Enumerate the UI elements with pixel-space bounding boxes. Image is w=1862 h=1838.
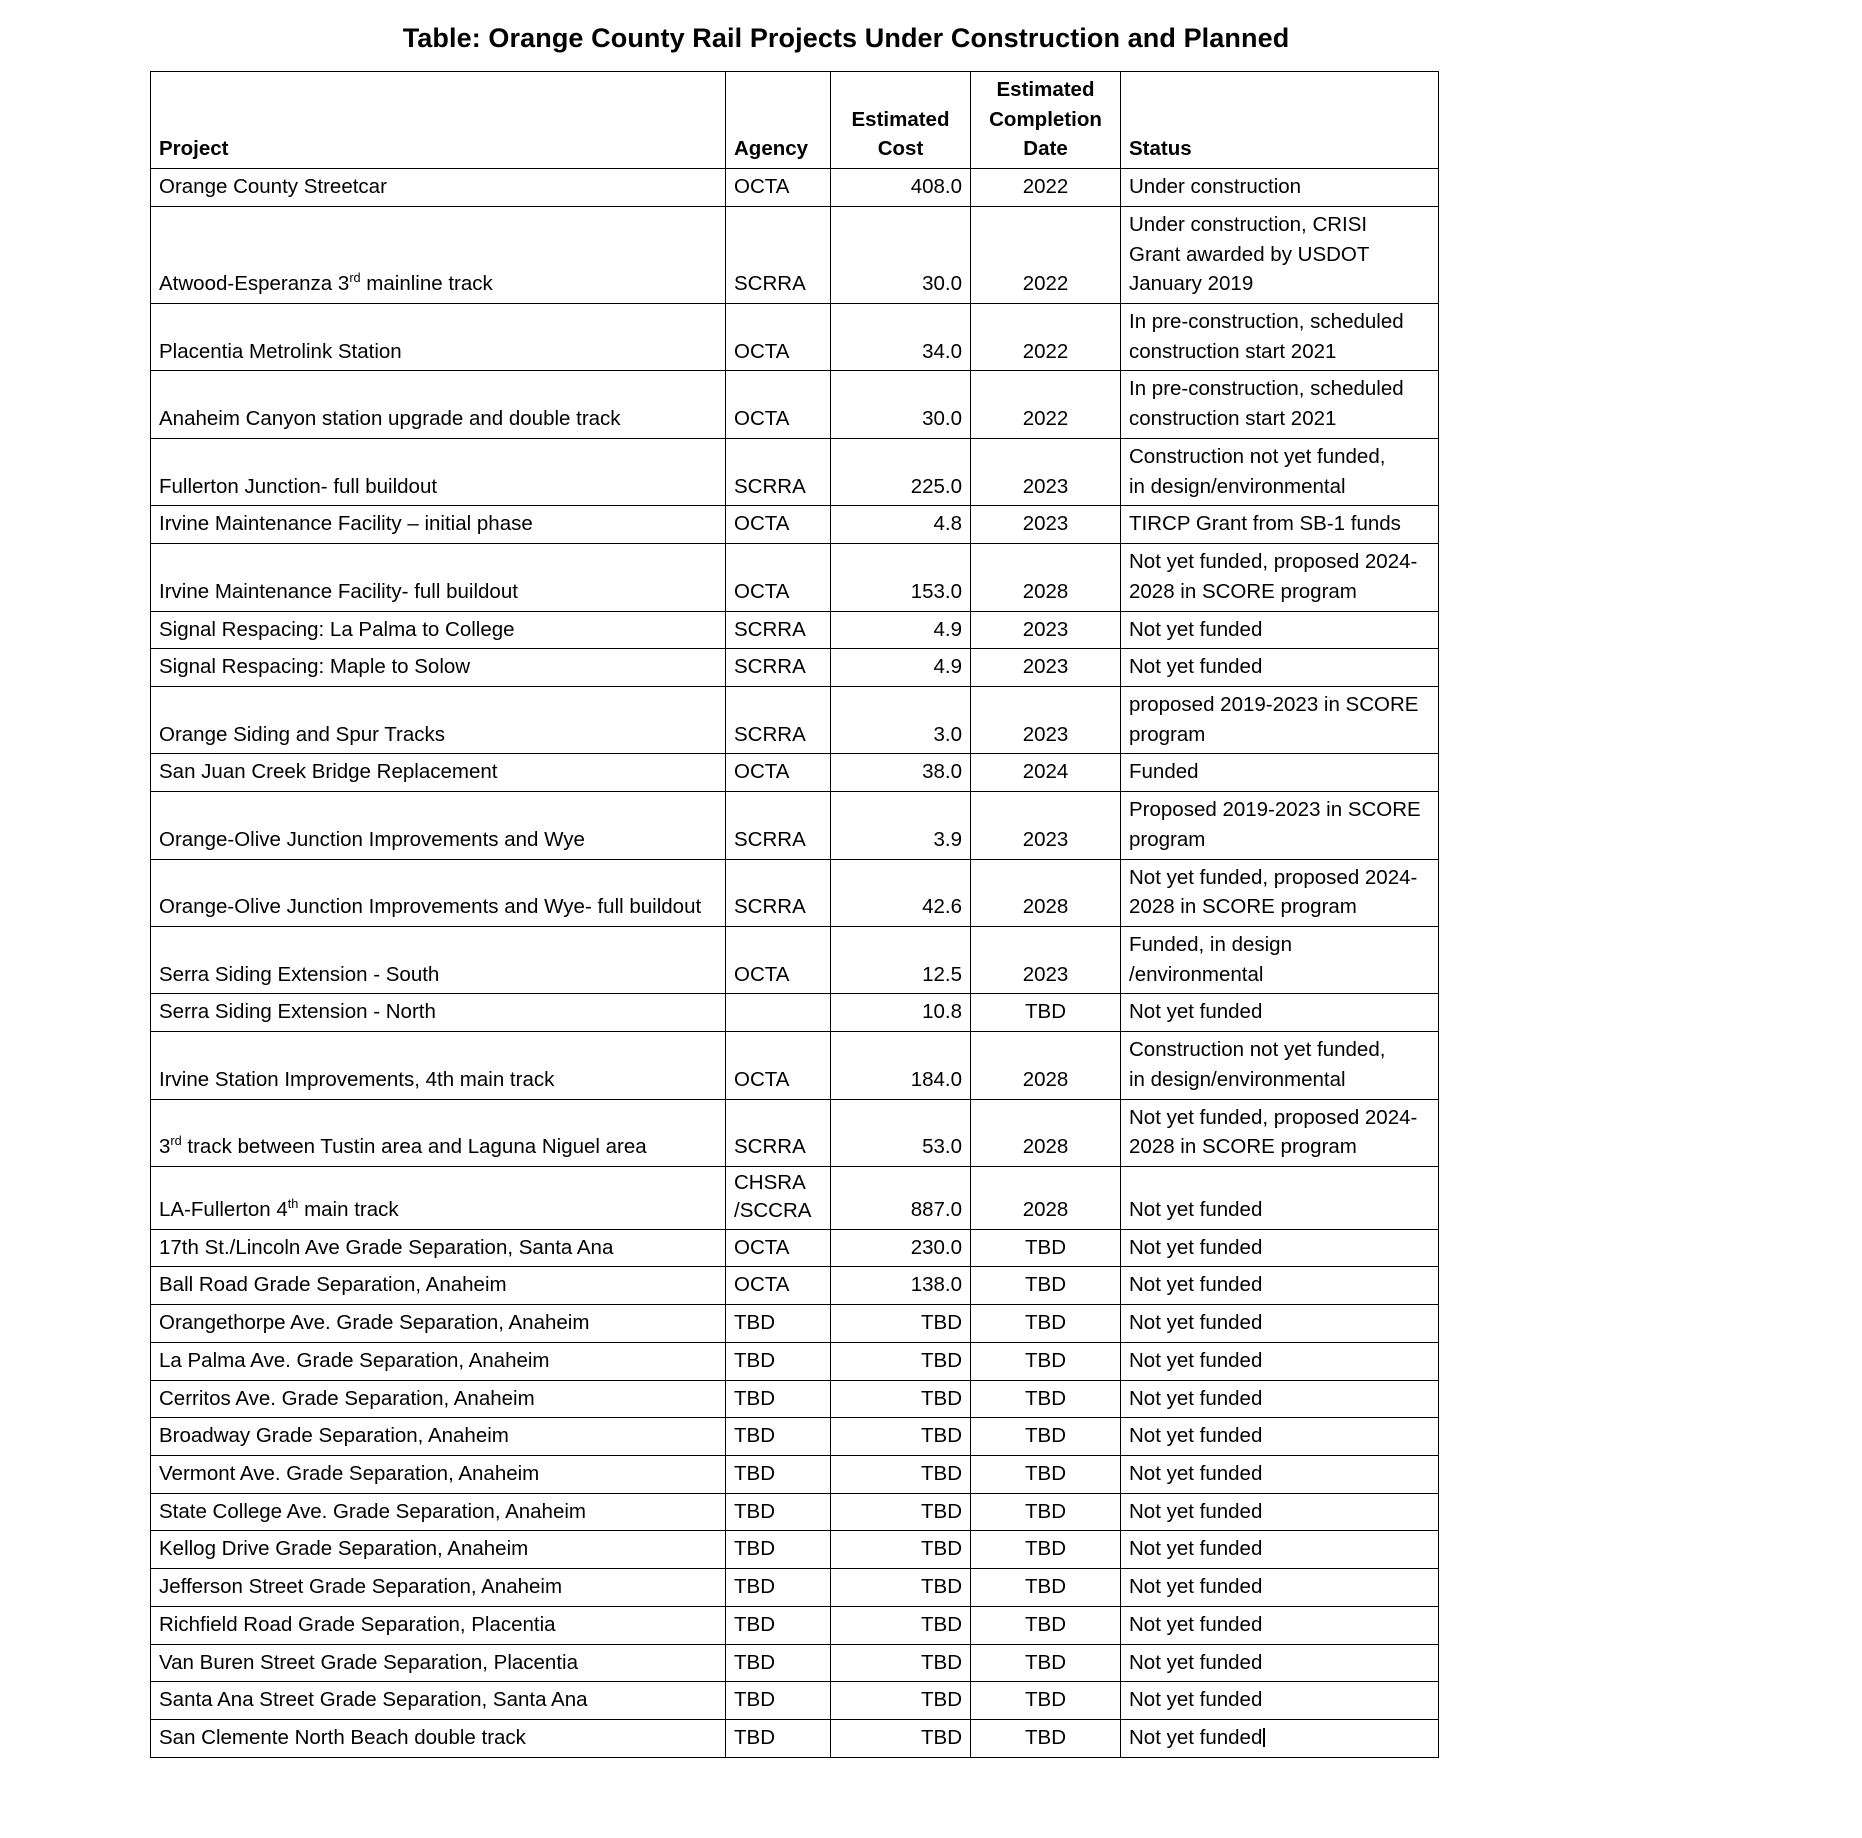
status-line: Not yet funded [1129,1311,1263,1335]
cell-estimated-completion-date: TBD [971,1229,1121,1267]
status-line: Not yet funded [1129,1499,1263,1523]
cell-project: Ball Road Grade Separation, Anaheim [151,1267,726,1305]
cell-agency: TBD [726,1569,831,1607]
cell-project: Orange County Streetcar [151,169,726,207]
cell-estimated-completion-date: 2023 [971,792,1121,859]
cell-agency: OCTA [726,506,831,544]
cell-estimated-cost: 3.0 [831,686,971,753]
cell-estimated-cost: 408.0 [831,169,971,207]
cell-project: State College Ave. Grade Separation, Anaheim [151,1493,726,1531]
project-text-post: main track [298,1198,399,1221]
cell-estimated-completion-date: 2022 [971,371,1121,438]
status-line: Not yet funded [1129,1386,1263,1410]
cell-agency: SCRRA [726,686,831,753]
cell-estimated-cost: TBD [831,1380,971,1418]
cell-status [1121,1456,1439,1494]
status-line: January 2019 [1129,272,1254,296]
cell-estimated-cost: 53.0 [831,1099,971,1166]
cell-status [1121,1682,1439,1720]
cell-project: Cerritos Ave. Grade Separation, Anaheim [151,1380,726,1418]
cell-estimated-cost: TBD [831,1606,971,1644]
cell-estimated-cost: 184.0 [831,1032,971,1099]
cell-estimated-completion-date: TBD [971,1682,1121,1720]
status-line: Not yet funded [1129,1273,1263,1297]
table-row[interactable] [151,544,1439,611]
cell-estimated-cost: 225.0 [831,438,971,505]
project-text-pre: LA-Fullerton 4 [159,1198,288,1221]
cell-estimated-cost: TBD [831,1569,971,1607]
cell-agency: TBD [726,1644,831,1682]
cell-agency: TBD [726,1305,831,1343]
status-line: Not yet funded [1129,1688,1263,1712]
status-line: /environmental [1129,962,1264,986]
cell-agency: SCRRA [726,649,831,687]
cell-agency: TBD [726,1606,831,1644]
column-header-status: Status [1121,72,1439,169]
table-row[interactable] [151,1569,1439,1607]
cell-status [1121,1167,1439,1230]
cell-estimated-completion-date: TBD [971,1531,1121,1569]
cell-estimated-cost: 887.0 [831,1167,971,1230]
table-row[interactable] [151,1720,1439,1758]
cell-estimated-completion-date: TBD [971,1305,1121,1343]
ordinal-superscript: rd [170,1133,182,1149]
status-line: construction start 2021 [1129,339,1337,363]
cell-status [1121,926,1439,993]
page-title: Table: Orange County Rail Projects Under Construction and Planned [402,23,1290,53]
status-line: proposed 2019-2023 in SCORE [1129,692,1419,716]
status-line: Not yet funded [1129,1235,1263,1259]
cell-status [1121,1418,1439,1456]
cell-project: 17th St./Lincoln Ave Grade Separation, Santa Ana [151,1229,726,1267]
status-line: Not yet funded [1129,1650,1263,1674]
table-row[interactable] [151,611,1439,649]
cell-estimated-cost: 42.6 [831,859,971,926]
table-body [151,169,1439,1758]
cell-estimated-cost: 4.8 [831,506,971,544]
status-line: Not yet funded [1129,1348,1263,1372]
project-text-post: mainline track [360,272,493,296]
cell-estimated-completion-date: TBD [971,1569,1121,1607]
table-row[interactable] [151,304,1439,371]
cell-project: Jefferson Street Grade Separation, Anaheim [151,1569,726,1607]
table-row[interactable] [151,859,1439,926]
table-row[interactable] [151,792,1439,859]
table-row[interactable] [151,1380,1439,1418]
cell-estimated-completion-date: 2023 [971,686,1121,753]
table-row[interactable] [151,1606,1439,1644]
table-row[interactable] [151,506,1439,544]
cell-project: Irvine Station Improvements, 4th main track [151,1032,726,1099]
project-text-pre: 3 [159,1135,171,1159]
table-row[interactable] [151,1418,1439,1456]
cell-project: Irvine Maintenance Facility – initial phase [151,506,726,544]
status-line: Under construction, CRISI [1129,212,1368,236]
cell-estimated-completion-date: TBD [971,1456,1121,1494]
cell-status [1121,1720,1439,1758]
table-row[interactable] [151,438,1439,505]
cell-project: La Palma Ave. Grade Separation, Anaheim [151,1342,726,1380]
cell-estimated-completion-date: 2023 [971,438,1121,505]
cell-agency: SCRRA [726,859,831,926]
cell-status [1121,1569,1439,1607]
table-row[interactable] [151,1167,1439,1230]
cell-status [1121,1229,1439,1267]
table-row[interactable] [151,1531,1439,1569]
agency-line: CHSRA [734,1171,806,1195]
status-line: Not yet funded, proposed 2024- [1129,865,1418,889]
cell-estimated-cost: 12.5 [831,926,971,993]
cell-status [1121,1380,1439,1418]
cell-status [1121,994,1439,1032]
table-row[interactable] [151,649,1439,687]
cell-estimated-completion-date: TBD [971,1267,1121,1305]
cell-estimated-completion-date: 2023 [971,649,1121,687]
cell-estimated-cost: TBD [831,1644,971,1682]
status-line: Proposed 2019-2023 in SCORE [1129,798,1421,822]
status-line: Not yet funded [1129,1424,1263,1448]
project-text-post: track between Tustin area and Laguna Niguel area [181,1135,647,1159]
cell-status [1121,1305,1439,1343]
cell-estimated-cost: 153.0 [831,544,971,611]
cell-estimated-completion-date: TBD [971,994,1121,1032]
status-line: in design/environmental [1129,474,1346,498]
cell-status [1121,1032,1439,1099]
cell-project: Signal Respacing: La Palma to College [151,611,726,649]
status-line: Not yet funded [1129,1198,1263,1221]
cell-project: Orange Siding and Spur Tracks [151,686,726,753]
cell-project: Richfield Road Grade Separation, Placentia [151,1606,726,1644]
cell-status [1121,1606,1439,1644]
cell-estimated-completion-date: 2023 [971,611,1121,649]
column-header-date-line-3: Date [1023,137,1068,161]
table-row[interactable] [151,926,1439,993]
cell-agency: TBD [726,1456,831,1494]
cell-estimated-completion-date: 2023 [971,506,1121,544]
cell-estimated-completion-date: TBD [971,1418,1121,1456]
cell-agency: OCTA [726,169,831,207]
cell-project [151,206,726,303]
cell-estimated-cost: 30.0 [831,206,971,303]
cell-agency: SCRRA [726,438,831,505]
cell-estimated-completion-date: TBD [971,1380,1121,1418]
cell-estimated-completion-date: 2022 [971,206,1121,303]
status-line: Not yet funded [1129,1462,1263,1486]
status-line: construction start 2021 [1129,407,1337,431]
cell-estimated-cost: 4.9 [831,611,971,649]
cell-agency: OCTA [726,1032,831,1099]
column-header-date-line-2: Completion [989,107,1102,131]
cell-status [1121,754,1439,792]
cell-project: Orange-Olive Junction Improvements and Wye- full buildout [151,859,726,926]
status-line: Not yet funded [1129,617,1263,641]
cell-estimated-cost: TBD [831,1682,971,1720]
status-line: 2028 in SCORE program [1129,579,1357,603]
table-row[interactable] [151,994,1439,1032]
cell-project [151,1099,726,1166]
cell-project: Placentia Metrolink Station [151,304,726,371]
cell-estimated-cost: 230.0 [831,1229,971,1267]
cell-agency: OCTA [726,304,831,371]
status-line: 2028 in SCORE program [1129,895,1357,919]
table-row[interactable] [151,1099,1439,1166]
cell-project: Van Buren Street Grade Separation, Placentia [151,1644,726,1682]
cell-project: San Juan Creek Bridge Replacement [151,754,726,792]
status-line: Grant awarded by USDOT [1129,242,1370,266]
cell-project [151,1167,726,1230]
column-header-agency: Agency [726,72,831,169]
cell-estimated-cost: TBD [831,1531,971,1569]
rail-projects-table [150,71,1439,1758]
project-text-pre: Atwood-Esperanza 3 [159,272,350,296]
cell-status [1121,686,1439,753]
cell-estimated-cost: 10.8 [831,994,971,1032]
cell-status [1121,169,1439,207]
column-header-estimated-cost [831,72,971,169]
cell-agency: SCRRA [726,1099,831,1166]
cell-status [1121,506,1439,544]
table-row[interactable] [151,686,1439,753]
status-line: TIRCP Grant from SB-1 funds [1129,512,1401,536]
cell-agency: TBD [726,1418,831,1456]
status-line: Not yet funded [1129,1575,1263,1599]
cell-status [1121,611,1439,649]
cell-agency [726,1167,831,1230]
cell-project: Santa Ana Street Grade Separation, Santa Ana [151,1682,726,1720]
table-row[interactable] [151,206,1439,303]
cell-project: Serra Siding Extension - North [151,994,726,1032]
table-header [151,72,1439,169]
table-row[interactable] [151,754,1439,792]
column-header-cost-line-2: Cost [877,137,924,161]
status-line: Not yet funded [1129,1537,1263,1561]
cell-agency: OCTA [726,926,831,993]
cell-estimated-cost: 34.0 [831,304,971,371]
cell-status [1121,1099,1439,1166]
cell-agency: SCRRA [726,792,831,859]
table-row[interactable] [151,371,1439,438]
cell-project: Serra Siding Extension - South [151,926,726,993]
cell-agency: TBD [726,1342,831,1380]
cell-estimated-completion-date: 2022 [971,169,1121,207]
agency-line: /SCCRA [734,1199,812,1223]
status-line: Not yet funded [1129,655,1263,679]
table-row[interactable] [151,1267,1439,1305]
cell-estimated-cost: TBD [831,1720,971,1758]
cell-estimated-completion-date: 2028 [971,1099,1121,1166]
cell-agency: TBD [726,1720,831,1758]
table-row[interactable] [151,1305,1439,1343]
cell-status [1121,1493,1439,1531]
cell-project: Broadway Grade Separation, Anaheim [151,1418,726,1456]
cell-status [1121,371,1439,438]
cell-agency: SCRRA [726,206,831,303]
cell-estimated-cost: 138.0 [831,1267,971,1305]
status-line: In pre-construction, scheduled [1129,310,1404,334]
cell-estimated-completion-date: 2028 [971,1167,1121,1230]
cell-project: Irvine Maintenance Facility- full buildout [151,544,726,611]
status-line: in design/environmental [1129,1067,1346,1091]
table-row[interactable] [151,1682,1439,1720]
cell-estimated-completion-date: 2028 [971,544,1121,611]
status-line: program [1129,827,1206,851]
cell-estimated-cost: 3.9 [831,792,971,859]
cell-agency: TBD [726,1380,831,1418]
cell-agency: OCTA [726,1267,831,1305]
cell-status [1121,1531,1439,1569]
table-row[interactable] [151,1342,1439,1380]
cell-project: Orangethorpe Ave. Grade Separation, Anaheim [151,1305,726,1343]
cell-status [1121,304,1439,371]
cell-agency [726,994,831,1032]
cell-project: Fullerton Junction- full buildout [151,438,726,505]
status-line: Not yet funded, proposed 2024- [1129,550,1418,574]
status-line: Not yet funded [1129,1612,1263,1636]
cell-project: San Clemente North Beach double track [151,1720,726,1758]
cell-status [1121,1267,1439,1305]
table-row[interactable] [151,1456,1439,1494]
column-header-project: Project [151,72,726,169]
cell-project: Anaheim Canyon station upgrade and double track [151,371,726,438]
cell-status [1121,206,1439,303]
cell-agency: TBD [726,1682,831,1720]
cell-estimated-completion-date: TBD [971,1342,1121,1380]
status-line: Not yet funded [1129,1000,1263,1024]
cell-estimated-cost: 30.0 [831,371,971,438]
cell-estimated-cost: 4.9 [831,649,971,687]
cell-estimated-completion-date: TBD [971,1606,1121,1644]
cell-estimated-cost: TBD [831,1418,971,1456]
cell-status [1121,544,1439,611]
status-line: Construction not yet funded, [1129,1038,1386,1062]
table-header-row [151,72,1439,169]
table-row[interactable] [151,1229,1439,1267]
cell-estimated-completion-date: 2022 [971,304,1121,371]
column-header-cost-line-1: Estimated [851,107,950,131]
ordinal-superscript: th [287,1196,299,1212]
cell-estimated-completion-date: 2023 [971,926,1121,993]
cell-estimated-cost: TBD [831,1493,971,1531]
cell-agency: OCTA [726,1229,831,1267]
cell-agency: TBD [726,1493,831,1531]
cell-status [1121,649,1439,687]
table-row[interactable] [151,1644,1439,1682]
status-line: Construction not yet funded, [1129,444,1386,468]
cell-estimated-completion-date: TBD [971,1720,1121,1758]
table-row[interactable] [151,169,1439,207]
cell-estimated-completion-date: 2024 [971,754,1121,792]
cell-estimated-cost: TBD [831,1305,971,1343]
status-line: Under construction [1129,175,1302,199]
cell-estimated-completion-date: 2028 [971,1032,1121,1099]
table-row[interactable] [151,1493,1439,1531]
cell-status [1121,1644,1439,1682]
cell-estimated-completion-date: TBD [971,1493,1121,1531]
cell-project: Kellog Drive Grade Separation, Anaheim [151,1531,726,1569]
status-line: 2028 in SCORE program [1129,1135,1357,1159]
status-line: In pre-construction, scheduled [1129,377,1404,401]
status-line: program [1129,722,1206,746]
cell-status [1121,792,1439,859]
status-line: Funded [1129,760,1199,784]
cell-estimated-completion-date: TBD [971,1644,1121,1682]
cell-agency: SCRRA [726,611,831,649]
text-cursor-caret [1263,1728,1265,1747]
cell-project: Vermont Ave. Grade Separation, Anaheim [151,1456,726,1494]
table-row[interactable] [151,1032,1439,1099]
cell-agency: TBD [726,1531,831,1569]
cell-estimated-cost: TBD [831,1456,971,1494]
column-header-estimated-completion-date [971,72,1121,169]
cell-agency: OCTA [726,754,831,792]
cell-project: Signal Respacing: Maple to Solow [151,649,726,687]
cell-estimated-cost: TBD [831,1342,971,1380]
status-line: Not yet funded, proposed 2024- [1129,1105,1418,1129]
column-header-date-line-1: Estimated [996,78,1095,101]
cell-estimated-completion-date: 2028 [971,859,1121,926]
cell-project: Orange-Olive Junction Improvements and Wye [151,792,726,859]
cell-status [1121,1342,1439,1380]
ordinal-superscript: rd [349,270,361,286]
status-line: Funded, in design [1129,932,1292,956]
cell-status [1121,438,1439,505]
cell-estimated-cost: 38.0 [831,754,971,792]
cell-status [1121,859,1439,926]
status-line: Not yet funded [1129,1723,1430,1753]
cell-agency: OCTA [726,371,831,438]
rail-projects-table-wrapper [150,71,1438,1758]
cell-agency: OCTA [726,544,831,611]
